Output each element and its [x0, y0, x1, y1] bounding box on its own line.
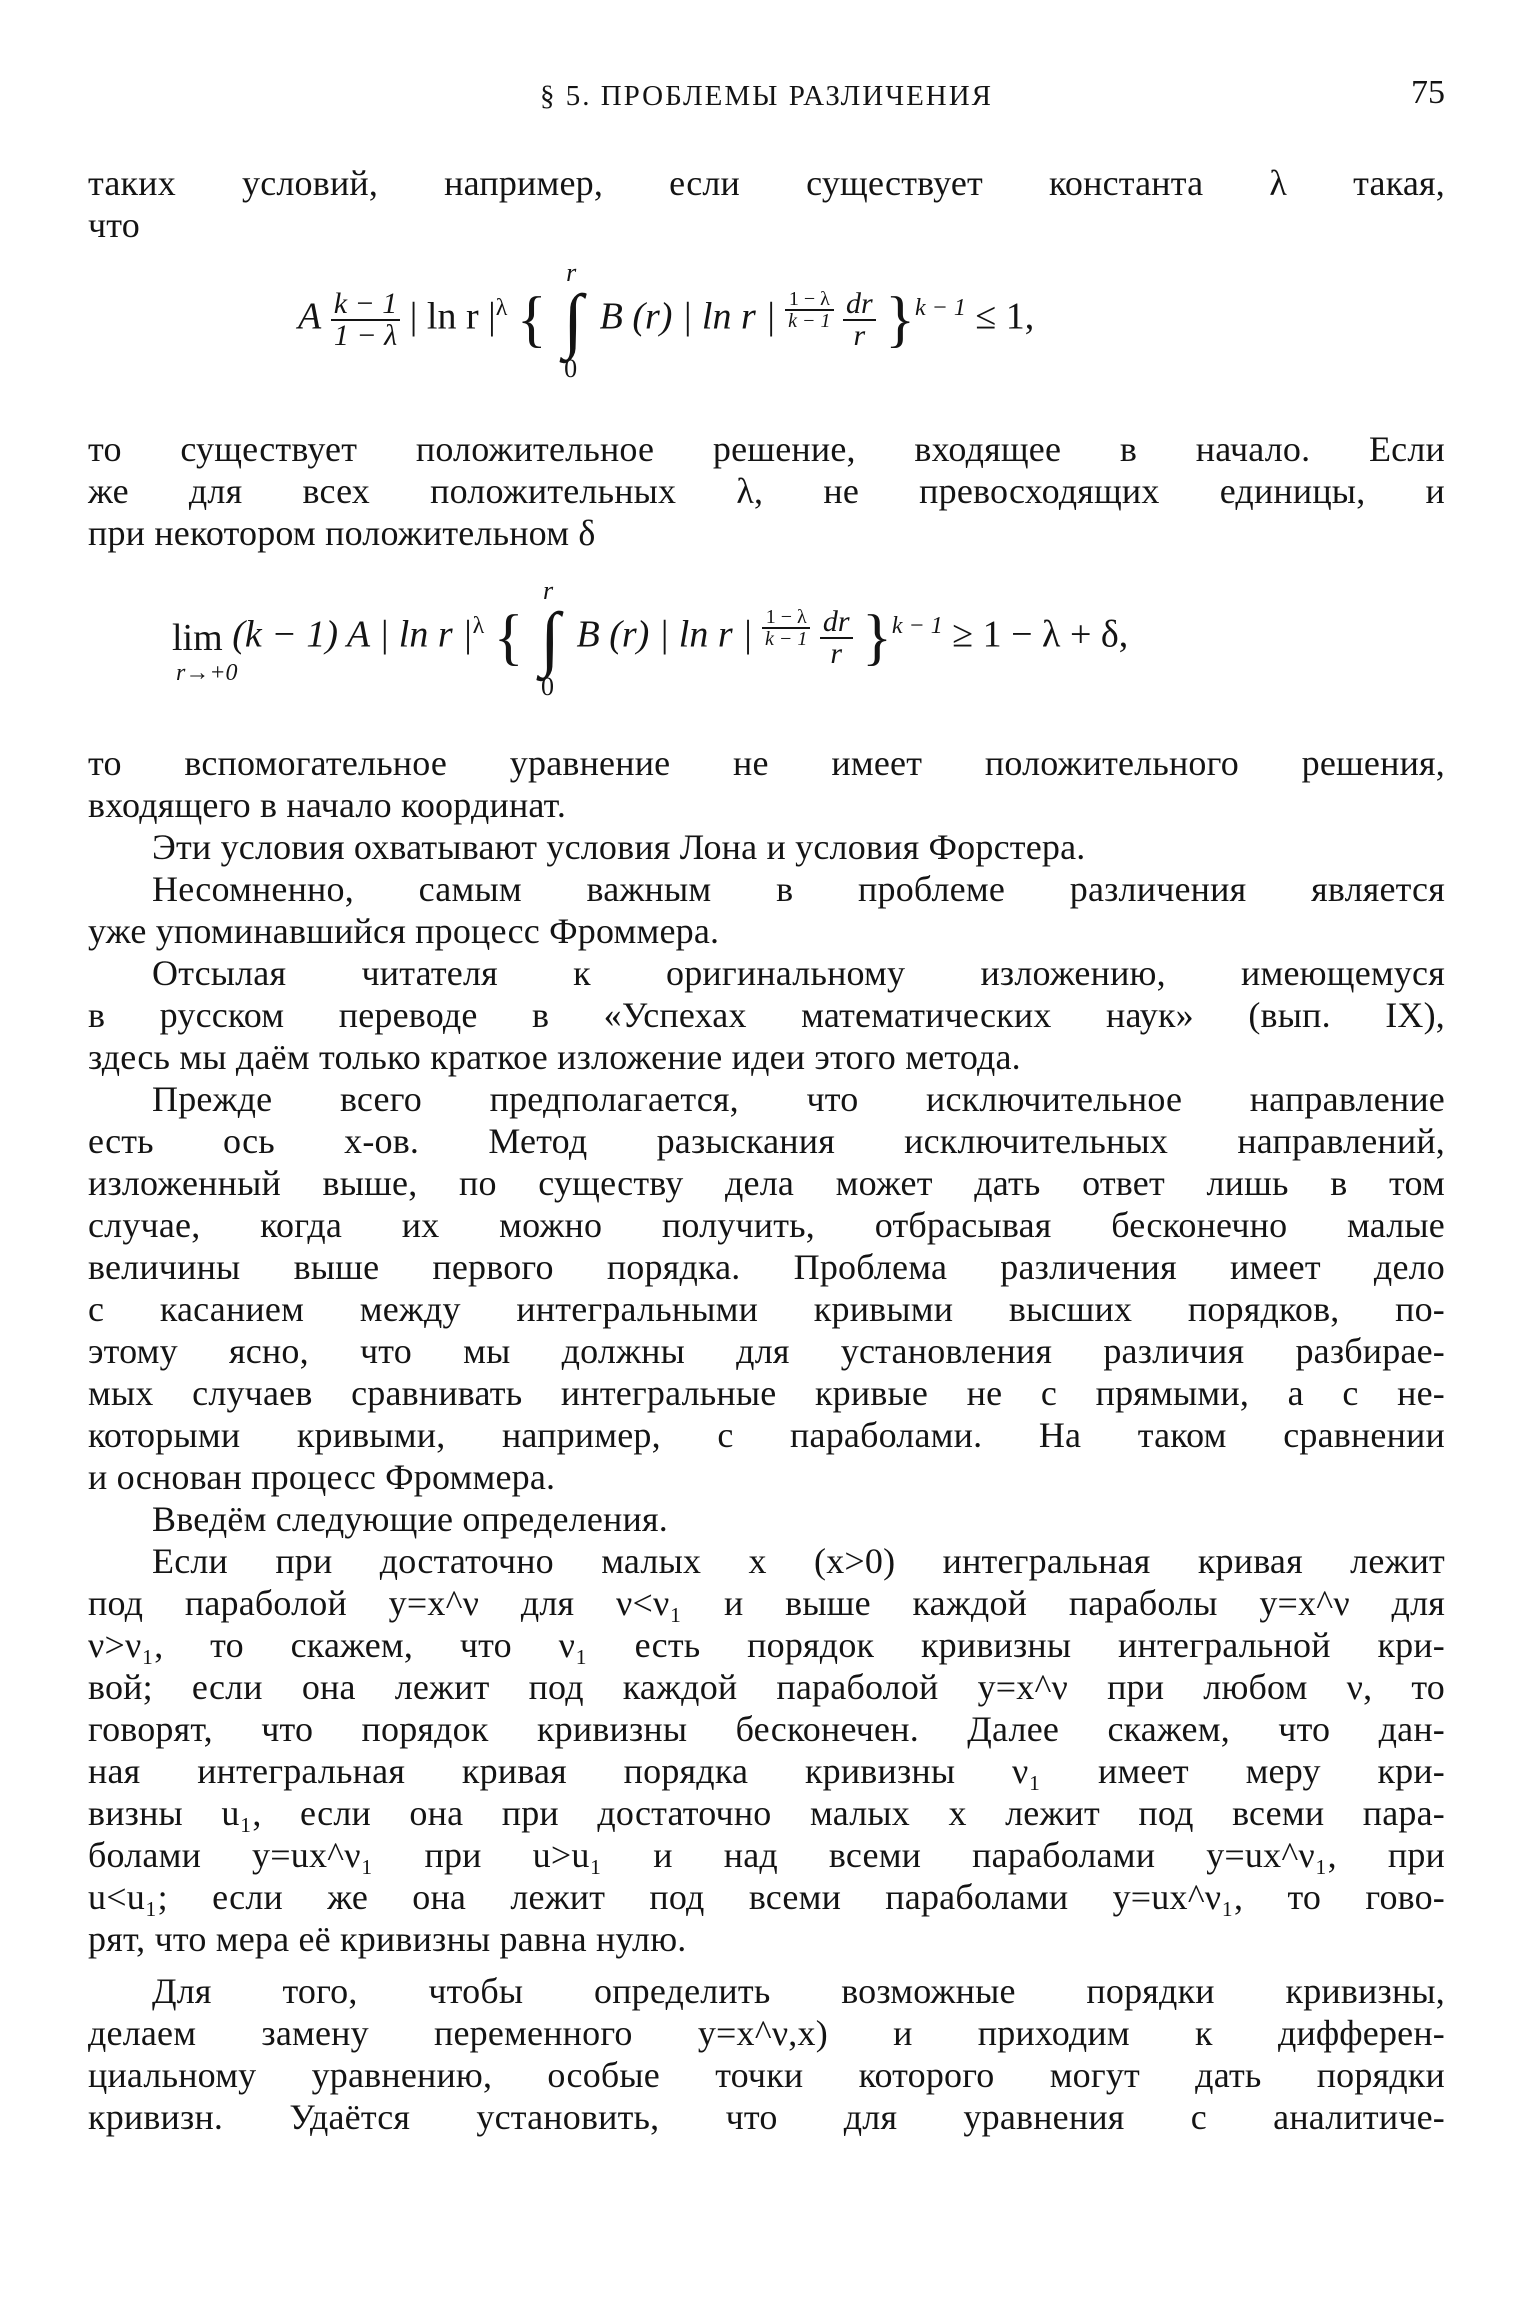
dr-fraction: $\frac{dr}{r}$	[843, 289, 876, 351]
formula-1: A $\frac{k - 1}{1 - \lambda}$ | ln r $|^\lambda$ { r ∫ 0 B (r) | ln r | $^{\frac{1 - \lambda}{k - 1}}$ $\frac{dr}{r}$ }$^{k - 1}$ ≤ 1,	[298, 258, 1035, 383]
paragraph-5	[88, 1078, 1445, 1498]
text-line: болами y=ux^ν₁ при u>u₁ и над всеми параболами y=ux^ν₁, при	[88, 1835, 1445, 1875]
limit-operator: lim r→+0	[172, 617, 238, 686]
text-line: под параболой y=x^ν для ν<ν₁ и выше каждой параболы y=x^ν для	[88, 1583, 1445, 1623]
integral-sign: r ∫ 0	[540, 576, 560, 701]
formula-fraction: $\frac{k - 1}{1 - \lambda}$	[331, 289, 401, 351]
text-line: с касанием между интегральными кривыми высших порядков, по-	[88, 1289, 1445, 1329]
text-line: которыми кривыми, например, с параболами. На таком сравнении	[88, 1415, 1445, 1455]
body-text	[88, 742, 1445, 2138]
text-line: циальному уравнению, особые точки которого могут дать порядки	[88, 2055, 1445, 2095]
inner-exponent: 1 − λ k − 1	[762, 607, 810, 649]
text-line: есть ось x-ов. Метод разыскания исключительных направлений,	[88, 1121, 1445, 1161]
formula-coef: A	[298, 295, 322, 338]
page-header	[88, 72, 1445, 122]
text-line: кривизн. Удаётся установить, что для уравнения с аналитиче-	[88, 2097, 1445, 2137]
text-line: Если при достаточно малых x (x>0) интегральная кривая лежит	[152, 1541, 1445, 1581]
inner-exponent: 1 − λ k − 1	[785, 289, 833, 331]
text-line: визны u₁, если она при достаточно малых x лежит под всеми пара-	[88, 1793, 1445, 1833]
text-line: входящего в начало координат.	[88, 785, 567, 825]
text-line: Прежде всего предполагается, что исключительное направление	[152, 1079, 1445, 1119]
formula-exp: λ	[495, 295, 508, 322]
text-line: что	[88, 205, 140, 245]
text-line: рят, что мера её кривизны равна нулю.	[88, 1919, 687, 1959]
intro-block	[88, 162, 1445, 246]
text-line: ν>ν₁, то скажем, что ν₁ есть порядок кривизны интегральной кри-	[88, 1625, 1445, 1665]
text-line: Эти условия охватывают условия Лона и условия Форстера.	[152, 827, 1086, 867]
formula-relation: ≥ 1 − λ + δ,	[952, 613, 1129, 656]
integral-sign: r ∫ 0	[563, 258, 583, 383]
text-line: величины выше первого порядка. Проблема различения имеет дело	[88, 1247, 1445, 1287]
formula-integrand: B (r) | ln r |	[576, 613, 753, 656]
formula-factor: (k − 1) A | ln r |	[232, 613, 473, 656]
text-line: таких условий, например, если существует константа λ такая,	[88, 163, 1445, 203]
formula-relation: ≤ 1,	[975, 295, 1035, 338]
paragraph-2	[88, 826, 1445, 868]
running-title: § 5. ПРОБЛЕМЫ РАЗЛИЧЕНИЯ	[539, 80, 994, 112]
text-line: ная интегральная кривая порядка кривизны ν₁ имеет меру кри-	[88, 1751, 1445, 1791]
text-line: здесь мы даём только краткое изложение идеи этого метода.	[88, 1037, 1021, 1077]
between-block	[88, 428, 1445, 554]
text-line: в русском переводе в «Успехах математических наук» (вып. IX),	[88, 995, 1445, 1035]
paragraph-8	[88, 1970, 1445, 2138]
text-line: при некотором положительном δ	[88, 513, 596, 553]
paragraph-7	[88, 1540, 1445, 1960]
page-number: 75	[1411, 74, 1445, 111]
text-line: уже упоминавшийся процесс Фроммера.	[88, 911, 720, 951]
text-line: же для всех положительных λ, не превосходящих единицы, и	[88, 471, 1445, 511]
text-line: то вспомогательное уравнение не имеет положительного решения,	[88, 743, 1445, 783]
paragraph-4	[88, 952, 1445, 1078]
text-line: делаем замену переменного y=x^ν,x) и приходим к дифферен-	[88, 2013, 1445, 2053]
formula-2: lim r→+0 (k − 1) A | ln r $|^\lambda$ { r ∫ 0 B (r) | ln r | $^{\frac{1 - \lambda}{k - 1}}$ $\frac{dr}{r}$ }$^{k - 1}$ ≥ 1 − λ + δ,	[172, 576, 1129, 701]
text-line: то существует положительное решение, входящее в начало. Если	[88, 429, 1445, 469]
outer-exponent: k − 1	[891, 613, 943, 640]
text-line: этому ясно, что мы должны для установления различия разбирае-	[88, 1331, 1445, 1371]
text-line: вой; если она лежит под каждой параболой y=x^ν при любом ν, то	[88, 1667, 1445, 1707]
text-line: и основан процесс Фроммера.	[88, 1457, 556, 1497]
formula-exp: λ	[472, 613, 485, 640]
text-line: Несомненно, самым важным в проблеме различения является	[152, 869, 1445, 909]
text-line: мых случаев сравнивать интегральные кривые не с прямыми, а с не-	[88, 1373, 1445, 1413]
text-line: изложенный выше, по существу дела может дать ответ лишь в том	[88, 1163, 1445, 1203]
formula-integrand: B (r) | ln r |	[599, 295, 776, 338]
text-line: говорят, что порядок кривизны бесконечен. Далее скажем, что дан-	[88, 1709, 1445, 1749]
paragraph-3	[88, 868, 1445, 952]
outer-exponent: k − 1	[915, 295, 966, 322]
text-line: Для того, чтобы определить возможные порядки кривизны,	[152, 1971, 1445, 2011]
text-line: Введём следующие определения.	[152, 1499, 668, 1539]
text-line: u<u₁; если же она лежит под всеми параболами y=ux^ν₁, то гово-	[88, 1877, 1445, 1917]
text-line: случае, когда их можно получить, отбрасывая бесконечно малые	[88, 1205, 1445, 1245]
formula-ln: | ln r |	[409, 295, 496, 338]
paragraph-6	[88, 1498, 1445, 1540]
dr-fraction: $\frac{dr}{r}$	[820, 607, 853, 669]
text-line: Отсылая читателя к оригинальному изложению, имеющемуся	[152, 953, 1445, 993]
paragraph-1	[88, 742, 1445, 826]
